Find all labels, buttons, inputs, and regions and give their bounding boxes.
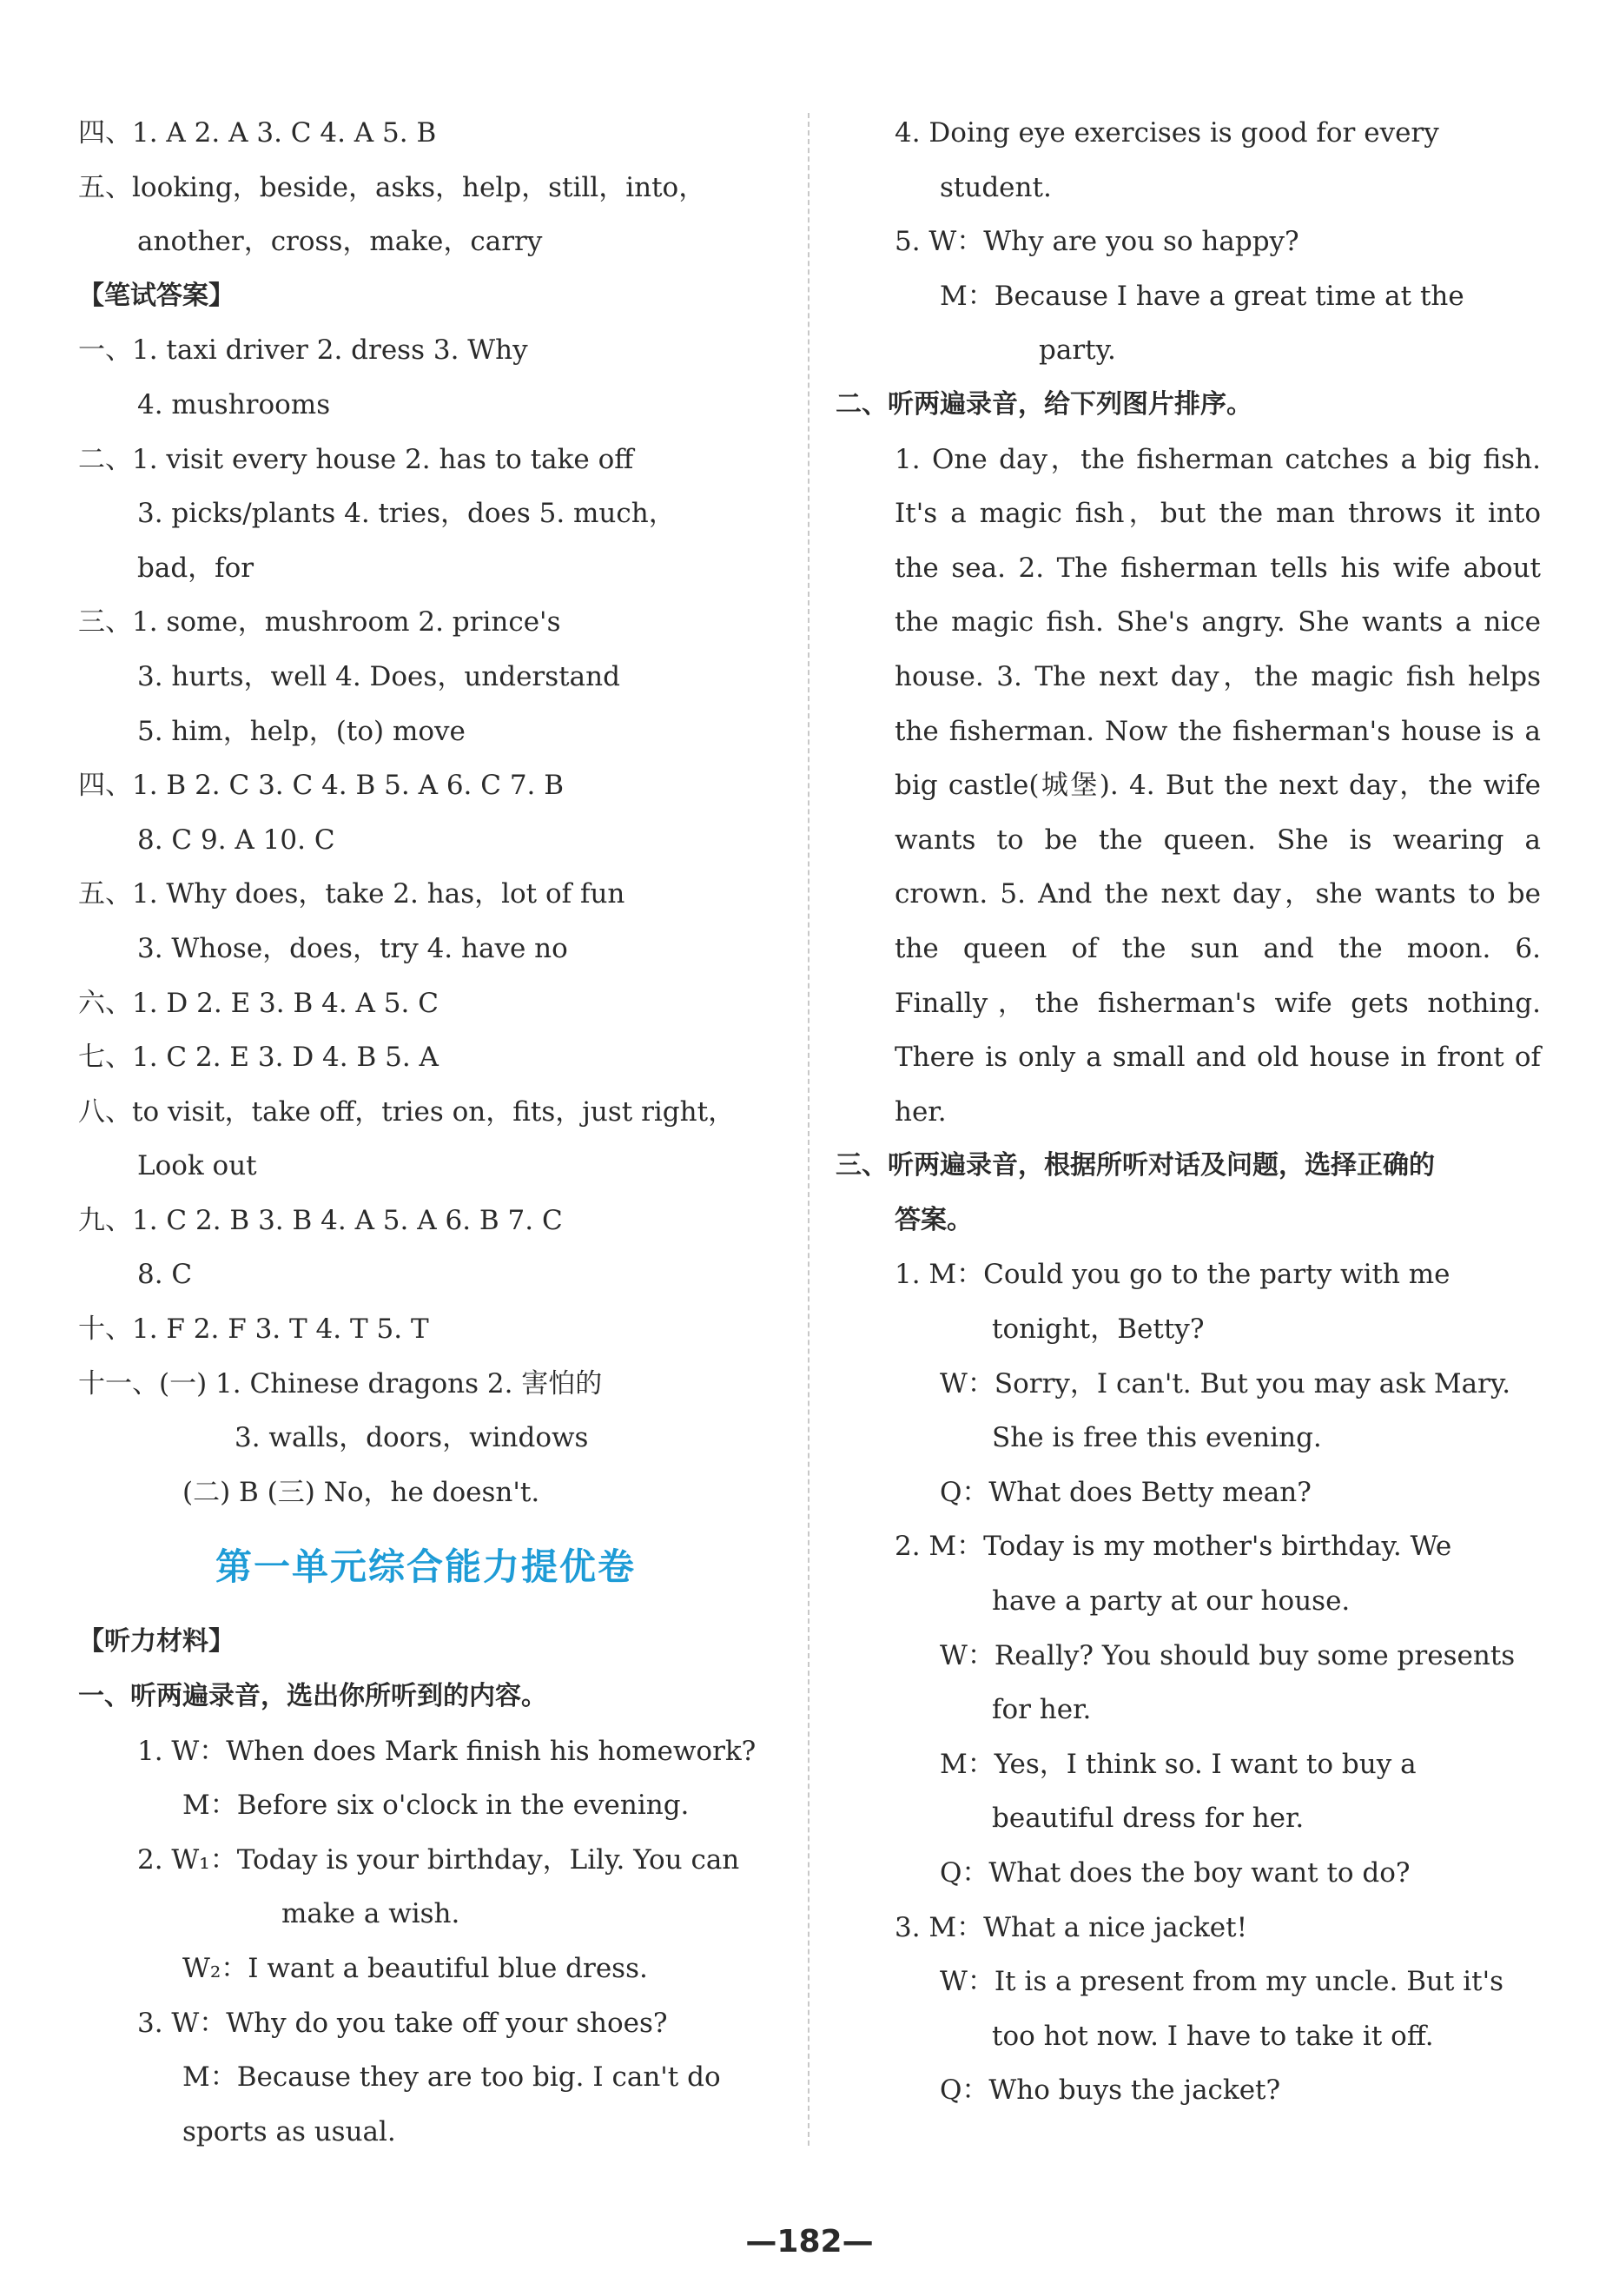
dialogue-line: Q：What does Betty mean? [940, 1476, 1312, 1508]
question-instruction: 一、听两遍录音，选出你所听到的内容。 [78, 1681, 547, 1712]
dialogue-line: 5. W：Why are you so happy? [895, 226, 1299, 258]
answer-line: 五、1. Why does，take 2. has，lot of fun [78, 878, 625, 910]
answer-line: 四、1. B 2. C 3. C 4. B 5. A 6. C 7. B [78, 770, 565, 802]
answer-line: 3. walls，doors，windows [235, 1422, 589, 1454]
question-instruction: 二、听两遍录音，给下列图片排序。 [836, 388, 1252, 420]
dialogue-line: 3. M：What a nice jacket! [895, 1911, 1248, 1943]
answer-line: 3. picks/plants 4. tries，does 5. much， [137, 498, 676, 530]
answer-line: 八、to visit，take off，tries on，fits，just right， [78, 1095, 736, 1128]
answer-line: 十一、(一) 1. Chinese dragons 2. 害怕的 [78, 1367, 603, 1399]
dialogue-line: W₂：I want a beautiful blue dress. [182, 1953, 648, 1984]
answer-line: 8. C [137, 1259, 193, 1291]
answer-line: 5. him，help，(to) move [137, 715, 466, 747]
answer-line: 十、1. F 2. F 3. T 4. T 5. T [78, 1313, 429, 1346]
answer-line: 4. mushrooms [137, 388, 331, 420]
answer-line: bad，for [137, 552, 254, 584]
answer-line: 3. Whose，does，try 4. have no [137, 932, 568, 964]
dialogue-line: She is free this evening. [992, 1422, 1322, 1454]
dialogue-line: 2. W₁：Today is your birthday，Lily. You can [137, 1843, 740, 1876]
dialogue-line: 3. W：Why do you take off your shoes? [137, 2007, 668, 2039]
dialogue-line: W：Sorry，I can't. But you may ask Mary. [940, 1367, 1511, 1399]
dialogue-line: W：It is a present from my uncle. But it's [940, 1966, 1504, 1998]
question-instruction: 三、听两遍录音，根据所听对话及问题，选择正确的 [836, 1150, 1435, 1181]
answer-line: 一、1. taxi driver 2. dress 3. Why [78, 334, 528, 367]
answer-line: 五、looking，beside，asks，help，still，into， [78, 171, 706, 203]
unit-title: 第一单元综合能力提优卷 [215, 1545, 636, 1589]
dialogue-line: Q：Who buys the jacket? [940, 2074, 1281, 2107]
dialogue-line: M：Yes，I think so. I want to buy a [940, 1748, 1417, 1780]
dialogue-line: Q：What does the boy want to do? [940, 1857, 1411, 1889]
dialogue-line: 2. M：Today is my mother's birthday. We [895, 1531, 1452, 1563]
page-number: —182— [745, 2224, 874, 2260]
answer-line: 六、1. D 2. E 3. B 4. A 5. C [78, 987, 439, 1019]
dialogue-line: 1. M：Could you go to the party with me [895, 1259, 1450, 1291]
left-column [78, 106, 773, 2159]
answer-line: Look out [137, 1150, 257, 1182]
dialogue-line: party. [1039, 334, 1116, 367]
dialogue-line: for her. [992, 1694, 1092, 1726]
answer-line: 二、1. visit every house 2. has to take off [78, 443, 634, 475]
dialogue-line: W：Really? You should buy some presents [940, 1639, 1516, 1671]
answer-line: 七、1. C 2. E 3. D 4. B 5. A [78, 1042, 439, 1074]
dialogue-line: sports as usual. [182, 2115, 396, 2147]
question-instruction: 答案。 [895, 1204, 973, 1235]
answer-line: 九、1. C 2. B 3. B 4. A 5. A 6. B 7. C [78, 1204, 563, 1236]
section-heading: 【听力材料】 [78, 1626, 235, 1657]
dialogue-line: 1. W：When does Mark finish his homework? [137, 1735, 757, 1767]
dialogue-line: student. [940, 171, 1052, 203]
answer-line: 四、1. A 2. A 3. C 4. A 5. B [78, 117, 437, 149]
dialogue-line: tonight，Betty? [992, 1313, 1205, 1346]
answer-line: 三、1. some，mushroom 2. prince's [78, 606, 561, 639]
dialogue-line: too hot now. I have to take it off. [992, 2020, 1434, 2052]
answer-line: (二) B (三) No，he doesn't. [182, 1476, 540, 1508]
dialogue-line: have a party at our house. [992, 1585, 1351, 1618]
dialogue-line: M：Because I have a great time at the [940, 280, 1464, 312]
dialogue-line: beautiful dress for her. [992, 1803, 1305, 1835]
column-divider [808, 113, 810, 2146]
dialogue-line: make a wish. [281, 1898, 460, 1930]
dialogue-line: M：Because they are too big. I can't do [182, 2061, 721, 2094]
answer-line: another，cross，make，carry [137, 226, 543, 258]
answer-line: 8. C 9. A 10. C [137, 824, 335, 856]
dialogue-line: M：Before six o'clock in the evening. [182, 1790, 690, 1822]
answer-line: 3. hurts，well 4. Does，understand [137, 660, 620, 692]
section-heading: 【笔试答案】 [78, 280, 235, 311]
story-paragraph: 1. One day，the fisherman catches a big fish. It's a magic fish，but the man throws it into the sea. 2. The fisherman tells his wife about the magic fish. She's angry. She wants a nice house. 3. The next day，the magic fish helps the fisherman. Now the fisherman's house is a big castle(城堡). 4. But the next day，the wife wants to be the queen. She is wearing a crown. 5. And the next day，she wants to be the queen of the sun and the moon. 6. Finally，the fisherman's wife gets nothing. There is only a small and old house in front of her. [895, 443, 1541, 1128]
dialogue-line: 4. Doing eye exercises is good for every [895, 117, 1439, 149]
right-column [836, 106, 1541, 2118]
